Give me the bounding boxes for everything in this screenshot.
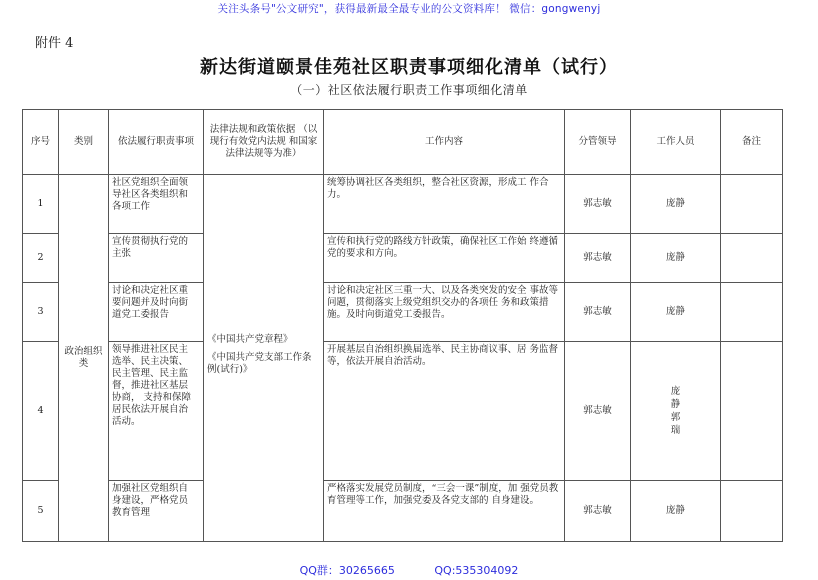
row-seq: 5	[23, 481, 59, 542]
row-duty: 领导推进社区民主 选举、民主决策、 民主管理、民主监 督，推进社区基层 协商， 支持和保障 居民依法开展自治 活动。	[109, 342, 204, 481]
row-staff: 庞静	[631, 234, 721, 283]
duty-table	[22, 109, 783, 542]
row-staff: 庞静郭瑞	[670, 386, 681, 436]
row-content: 统筹协调社区各类组织，整合社区资源，形成工 作合力。	[324, 175, 565, 234]
category-label: 政治组织类	[64, 346, 103, 369]
law-basis-cell	[204, 175, 324, 542]
row-note	[721, 481, 783, 542]
attachment-label: 附件 4	[35, 36, 74, 51]
header-leader: 分管领导	[565, 110, 631, 175]
row-leader: 郭志敏	[565, 481, 631, 542]
header-ad-text: 关注头条号"公文研究"，获得最新最全最专业的公文资料库！ 微信：gongwenyj	[217, 3, 601, 15]
table-header-row	[23, 110, 783, 175]
footer-qq: QQ:535304092	[434, 564, 519, 577]
header-staff: 工作人员	[631, 110, 721, 175]
table-row	[23, 481, 783, 542]
row-staff: 庞静	[631, 481, 721, 542]
row-content: 宣传和执行党的路线方针政策，确保社区工作始 终遵循党的要求和方向。	[324, 234, 565, 283]
row-staff: 庞静	[631, 175, 721, 234]
header-duty: 依法履行职责事项	[109, 110, 204, 175]
row-note	[721, 175, 783, 234]
row-content: 讨论和决定社区三重一大、以及各类突发的安全 事故等问题，贯彻落实上级党组织交办的各项任 务和政策措施。及时向街道党工委报告。	[324, 283, 565, 342]
row-leader: 郭志敏	[565, 342, 631, 481]
row-leader: 郭志敏	[565, 283, 631, 342]
row-seq: 1	[23, 175, 59, 234]
row-duty: 讨论和决定社区重 要问题并及时向街 道党工委报告	[109, 283, 204, 342]
header-content: 工作内容	[324, 110, 565, 175]
category-cell	[59, 175, 109, 542]
law-basis-branch-regulation: 《中国共产党支部工作条例(试行)》	[207, 352, 312, 375]
row-duty: 宣传贯彻执行党的 主张	[109, 234, 204, 283]
row-seq: 3	[23, 283, 59, 342]
table-row	[23, 234, 783, 283]
row-leader: 郭志敏	[565, 234, 631, 283]
row-leader: 郭志敏	[565, 175, 631, 234]
row-staff-cell	[631, 342, 721, 481]
table-row	[23, 175, 783, 234]
row-note	[721, 234, 783, 283]
footer-qq-group: QQ群：30265665	[299, 564, 395, 577]
row-note	[721, 342, 783, 481]
header-seq: 序号	[23, 110, 59, 175]
row-seq: 4	[23, 342, 59, 481]
row-content: 严格落实发展党员制度，“三会一课”制度，加 强党员教育管理等工作，加强党委及各党支部的 自身建设。	[324, 481, 565, 542]
header-note: 备注	[721, 110, 783, 175]
header-category: 类别	[59, 110, 109, 175]
footer-ad	[0, 562, 818, 578]
row-content: 开展基层自治组织换届选举、民主协商议事、居 务监督等，依法开展自治活动。	[324, 342, 565, 481]
header-law: 法律法规和政策依据 （以现行有效党内法规 和国家法律法规等为准）	[204, 110, 324, 175]
row-staff: 庞静	[631, 283, 721, 342]
row-duty: 加强社区党组织自 身建设，严格党员 教育管理	[109, 481, 204, 542]
row-note	[721, 283, 783, 342]
law-basis-party-constitution: 《中国共产党章程》	[207, 334, 293, 345]
table-row	[23, 342, 783, 481]
table-row	[23, 283, 783, 342]
row-seq: 2	[23, 234, 59, 283]
document-subtitle: （一）社区依法履行职责工作事项细化清单	[290, 83, 528, 97]
row-duty: 社区党组织全面领 导社区各类组织和 各项工作	[109, 175, 204, 234]
document-title: 新达街道颐景佳苑社区职责事项细化清单（试行）	[200, 57, 618, 78]
